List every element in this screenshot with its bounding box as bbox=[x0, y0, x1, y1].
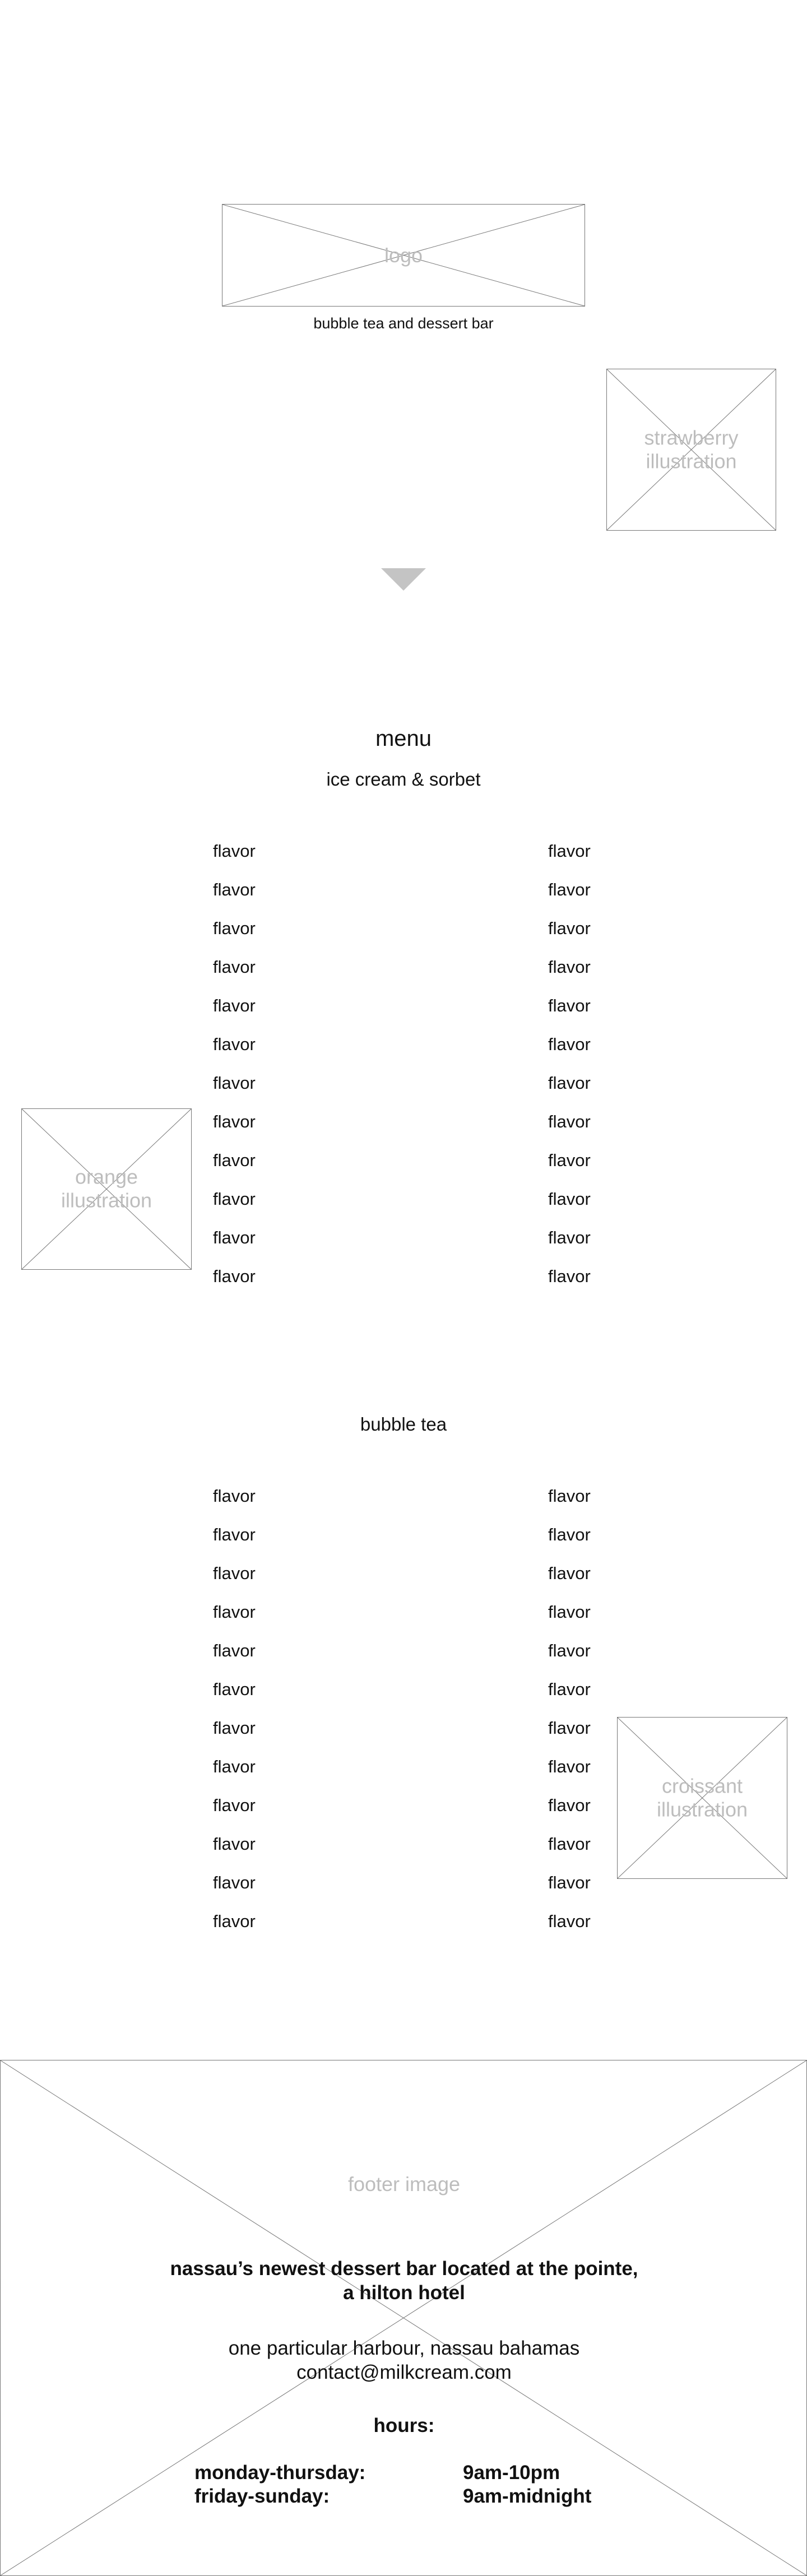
flavor-item: flavor bbox=[213, 1525, 256, 1544]
footer-address: one particular harbour, nassau bahamas bbox=[228, 2337, 580, 2359]
flavor-item: flavor bbox=[548, 1112, 591, 1131]
flavor-item: flavor bbox=[548, 1911, 591, 1931]
flavor-item: flavor bbox=[213, 1795, 256, 1815]
flavor-item: flavor bbox=[213, 1563, 256, 1583]
flavor-item: flavor bbox=[213, 1486, 256, 1506]
orange-illustration bbox=[21, 1108, 192, 1270]
flavor-item: flavor bbox=[548, 1150, 591, 1170]
triangle-down-icon[interactable] bbox=[381, 568, 426, 591]
flavor-item: flavor bbox=[548, 1563, 591, 1583]
flavor-item: flavor bbox=[548, 1073, 591, 1093]
flavor-item: flavor bbox=[213, 841, 256, 861]
flavor-item: flavor bbox=[213, 1150, 256, 1170]
flavor-item: flavor bbox=[548, 1718, 591, 1738]
footer-title-line-2: a hilton hotel bbox=[343, 2282, 465, 2304]
flavor-item: flavor bbox=[548, 1679, 591, 1699]
footer-title bbox=[1, 2257, 807, 2305]
flavor-item: flavor bbox=[548, 918, 591, 938]
ice-cream-right-column bbox=[548, 840, 716, 1304]
hours-days-mon-thu: monday-thursday: bbox=[194, 2462, 366, 2484]
flavor-item: flavor bbox=[213, 957, 256, 977]
footer-title-line-1: nassau’s newest dessert bar located at the pointe, bbox=[170, 2258, 638, 2280]
flavor-item: flavor bbox=[213, 1911, 256, 1931]
flavor-item: flavor bbox=[213, 1679, 256, 1699]
footer-contact bbox=[1, 2336, 807, 2384]
strawberry-illustration bbox=[606, 369, 776, 531]
flavor-item: flavor bbox=[213, 996, 256, 1015]
logo-placeholder bbox=[222, 204, 585, 307]
flavor-item: flavor bbox=[548, 880, 591, 899]
flavor-item: flavor bbox=[548, 1757, 591, 1776]
flavor-item: flavor bbox=[548, 1873, 591, 1892]
flavor-item: flavor bbox=[548, 1641, 591, 1660]
flavor-item: flavor bbox=[548, 1525, 591, 1544]
flavor-item: flavor bbox=[548, 957, 591, 977]
flavor-item: flavor bbox=[213, 1073, 256, 1093]
footer bbox=[0, 2060, 807, 2576]
footer-image-label: footer image bbox=[347, 2173, 461, 2196]
strawberry-label: strawberry illustration bbox=[644, 426, 739, 473]
flavor-item: flavor bbox=[213, 918, 256, 938]
flavor-item: flavor bbox=[548, 1795, 591, 1815]
hours-time-mon-thu: 9am-10pm bbox=[463, 2462, 560, 2484]
bubble-tea-heading: bubble tea bbox=[360, 1414, 447, 1435]
flavor-item: flavor bbox=[548, 1602, 591, 1622]
hours-label: hours: bbox=[373, 2415, 435, 2436]
placeholder-cross-icon bbox=[1, 2060, 806, 2575]
flavor-item: flavor bbox=[548, 1834, 591, 1854]
flavor-item: flavor bbox=[548, 1189, 591, 1209]
hours-time-fri-sun: 9am-midnight bbox=[463, 2485, 592, 2507]
ice-cream-heading: ice cream & sorbet bbox=[326, 769, 481, 790]
flavor-item: flavor bbox=[548, 1034, 591, 1054]
flavor-item: flavor bbox=[213, 1757, 256, 1776]
flavor-item: flavor bbox=[213, 1112, 256, 1131]
flavor-item: flavor bbox=[213, 1189, 256, 1209]
flavor-item: flavor bbox=[548, 1266, 591, 1286]
ice-cream-left-column bbox=[213, 840, 381, 1304]
flavor-item: flavor bbox=[213, 1718, 256, 1738]
flavor-item: flavor bbox=[213, 1641, 256, 1660]
bubble-tea-left-column bbox=[213, 1485, 381, 1949]
flavor-item: flavor bbox=[213, 880, 256, 899]
flavor-item: flavor bbox=[213, 1034, 256, 1054]
orange-label: orange illustration bbox=[61, 1165, 152, 1212]
flavor-item: flavor bbox=[548, 1486, 591, 1506]
logo-label: logo bbox=[384, 243, 423, 267]
flavor-item: flavor bbox=[548, 1228, 591, 1247]
flavor-item: flavor bbox=[213, 1228, 256, 1247]
hours-days-fri-sun: friday-sunday: bbox=[194, 2485, 330, 2507]
croissant-illustration bbox=[617, 1717, 787, 1879]
flavor-item: flavor bbox=[213, 1873, 256, 1892]
footer-email-link[interactable]: contact@milkcream.com bbox=[296, 2361, 512, 2383]
menu-heading: menu bbox=[375, 726, 432, 751]
tagline: bubble tea and dessert bar bbox=[313, 315, 494, 332]
flavor-item: flavor bbox=[548, 841, 591, 861]
flavor-item: flavor bbox=[548, 996, 591, 1015]
flavor-item: flavor bbox=[213, 1266, 256, 1286]
croissant-label: croissant illustration bbox=[656, 1774, 748, 1821]
flavor-item: flavor bbox=[213, 1834, 256, 1854]
flavor-item: flavor bbox=[213, 1602, 256, 1622]
